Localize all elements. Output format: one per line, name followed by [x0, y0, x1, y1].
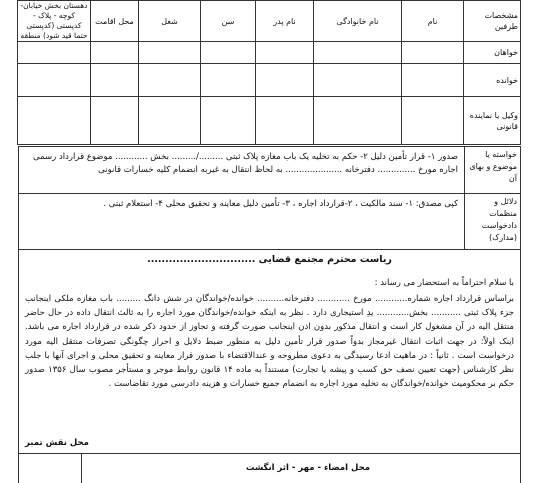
defendant-last-name-cell[interactable]	[314, 64, 402, 97]
header-occupation: شغل	[139, 1, 201, 42]
table-header-row	[18, 1, 521, 42]
plaintiff-residence-cell[interactable]	[91, 42, 139, 64]
header-father-name: نام پدر	[256, 1, 314, 42]
defendant-first-name-cell[interactable]	[402, 64, 464, 97]
evidence-label: دلائل و منظمات دادخواست (مدارک)	[464, 194, 520, 249]
header-first-name: نام	[402, 1, 464, 42]
plaintiff-first-name-cell[interactable]	[402, 42, 464, 64]
attorney-job-cell[interactable]	[139, 97, 201, 145]
signature-label: محل امضاء - مهر - اثر انگشت	[245, 463, 370, 473]
letter-greeting: با سلام احتراماً به استحضار می رساند :	[374, 278, 514, 288]
plaintiff-age-cell[interactable]	[201, 42, 256, 64]
request-section	[18, 146, 521, 194]
plaintiff-last-name-cell[interactable]	[314, 42, 402, 64]
defendant-address-cell[interactable]	[18, 64, 91, 97]
table-row	[18, 42, 521, 64]
stamp-label: محل نقش تمبر	[25, 438, 89, 448]
request-label: خواسته یا موضوع و بهای آن	[464, 147, 520, 193]
header-address: دهستان بخش خیابان- کوچه - پلاک - کدپستی (کدپستی حتما قید شود) منطقه	[18, 1, 91, 42]
attorney-first-name-cell[interactable]	[402, 97, 464, 145]
row-label-plaintiff: خواهان	[464, 42, 521, 64]
parties-table	[17, 0, 521, 145]
attorney-residence-cell[interactable]	[91, 97, 139, 145]
attorney-age-cell[interactable]	[201, 97, 256, 145]
header-age: سن	[201, 1, 256, 42]
attorney-last-name-cell[interactable]	[314, 97, 402, 145]
evidence-text: کپی مصدق: ۱- سند مالکیت ، ۲-قرارداد اجاره ، ۳- تأمین دلیل معاینه و تحقیق محلی ۴- استعلام ثبتی .	[103, 199, 458, 209]
table-row	[18, 64, 521, 97]
request-text: صدور ۱- قرار تأمین دلیل ۲- حکم به تخلیه یک باب مغازه پلاک ثبتی ........./......... بخش ............ موضوع قرارداد رسمی اجاره مورخ .............. دفترخانه ..................... به لحاظ انتقال به غیربه انضمام کلیه خسارات قانونی	[33, 152, 458, 175]
defendant-residence-cell[interactable]	[91, 64, 139, 97]
row-label-attorney: وکیل یا نماینده قانونی	[464, 97, 521, 145]
table-row	[18, 97, 521, 145]
petition-form	[18, 0, 521, 480]
header-last-name: نام خانوادگی	[314, 1, 402, 42]
plaintiff-address-cell[interactable]	[18, 42, 91, 64]
defendant-age-cell[interactable]	[201, 64, 256, 97]
signature-section	[18, 438, 521, 483]
letter-section	[18, 249, 521, 454]
header-party-details: مشخصات طرفین	[464, 1, 521, 42]
attorney-address-cell[interactable]	[18, 97, 91, 145]
stamp-box	[19, 454, 82, 483]
defendant-job-cell[interactable]	[139, 64, 201, 97]
letter-body: براساس قرارداد اجاره شماره............ مورخ ............ دفترخانه.......... خوانده/خواندگان در شش دانگ ......... باب مغازه ملکی اینجانب جزء پلاک ثبتی ........... بخش............ یدِ استیجاری دارد . نظر به اینکه خوانده/خواندگان مورد اجاره را به ثالث انتقال داده در حال حاضر منتقل الیه در آن مشغول کار است و انتقال مذکور بدون اذن اینجانب صورت گرفته و تجاوز از حدود ذکر شده در قرارداد اجاره می باشد. اینک اولاً: در جهت اثبات انتقال غیرمجاز بدواً صدور قرار تأمین دلیل به منظور ضبط دلایل و احراز چگونگی تصرفات منتقل الیه مورد درخواست است . ثانیاً : در ماهیت ادعا رسیدگی به دعوی مطروحه و عندالاقتضاء با صدور قرار معاینه و تحقیق محلی و اجرای آنها با جلب نظر کارشناس (جهت تعیین نصف حق کسب و پیشه یا تجارت) مستنداً به ماده ۱۴ قانون روابط موجر و مستأجر مصوب سال ۱۳۵۶ صدور حکم بر محکومیت خوانده/خواندگان به تخلیه مورد اجاره به انضمام جمیع خسارات و هزینه دادرسی مورد تقاضاست .	[25, 294, 514, 390]
evidence-section	[18, 193, 521, 250]
row-label-defendant: خوانده	[464, 64, 521, 97]
attorney-father-cell[interactable]	[256, 97, 314, 145]
defendant-father-cell[interactable]	[256, 64, 314, 97]
plaintiff-job-cell[interactable]	[139, 42, 201, 64]
letter-title: ریاست محترم مجتمع قضایی ..............................	[147, 254, 392, 265]
header-residence: محل اقامت	[91, 1, 139, 42]
plaintiff-father-cell[interactable]	[256, 42, 314, 64]
